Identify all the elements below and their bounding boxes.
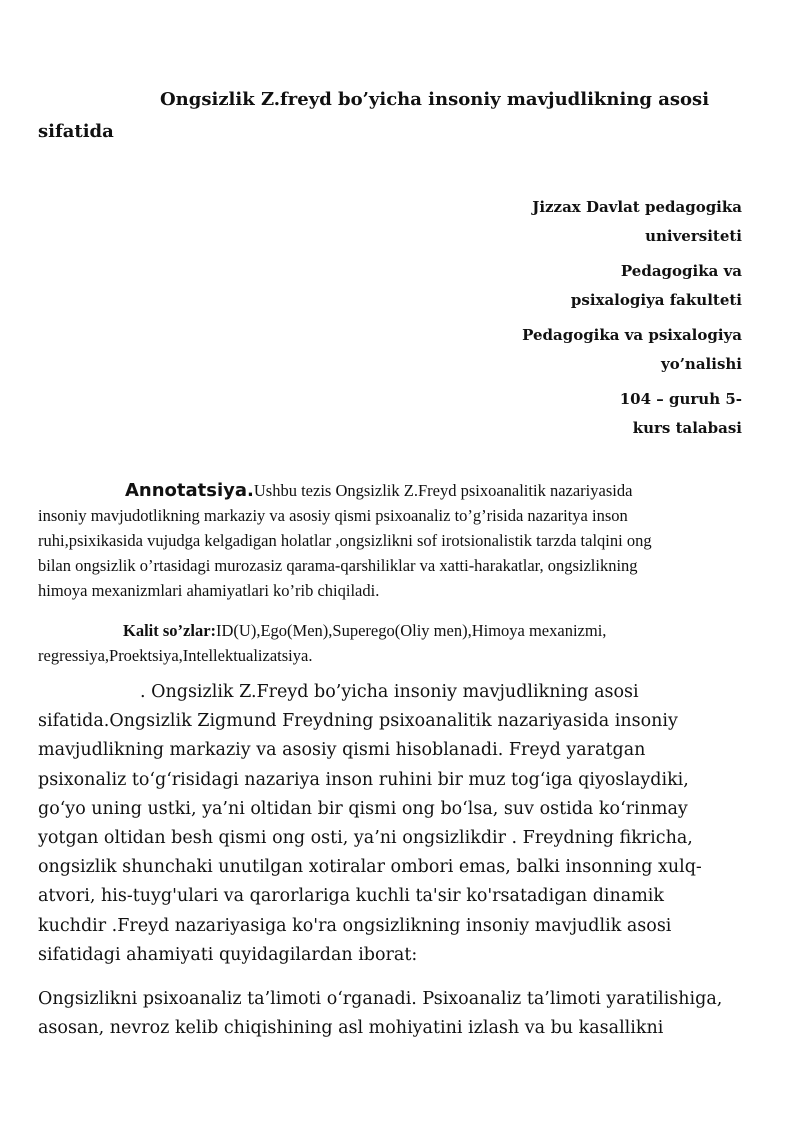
paragraph-line: Ongsizlikni psixoanaliz ta’limoti oʻrganadi. Psixoanaliz ta’limoti yaratilishiga, — [38, 989, 723, 1009]
annotation-section — [38, 478, 750, 603]
affiliation-line: psixalogiya fakulteti — [570, 291, 742, 309]
affiliation-faculty — [442, 257, 742, 315]
title-line: Ongsizlik Z.freyd bo’yicha insoniy mavjudlikning asosi — [160, 89, 710, 110]
affiliation-university — [442, 193, 742, 251]
affiliation-group — [442, 385, 742, 443]
author-affiliation — [442, 193, 742, 449]
annotation-line: insoniy mavjudotlikning markaziy va asosiy qismi psixoanaliz to’g’risida nazaritya inson — [38, 506, 628, 525]
paragraph-line: psixonaliz toʻgʻrisidagi nazariya inson ruhini bir muz togʻiga qiyoslaydiki, — [38, 769, 689, 790]
paragraph-line: atvori, his-tuyg'ulari va qarorlariga kuchli ta'sir ko'rsatadigan dinamik — [38, 886, 664, 907]
annotation-line: himoya mexanizmlari ahamiyatlari ko’rib chiqiladi. — [38, 581, 380, 600]
paragraph-line: sifatidagi ahamiyati quyidagilardan iborat: — [38, 944, 418, 965]
annotation-text: Ushbu tezis Ongsizlik Z.Freyd psixoanalitik nazariyasida — [253, 481, 633, 500]
paragraph-line: ongsizlik shunchaki unutilgan xotiralar ombori emas, balki insonning xulq- — [38, 857, 702, 878]
annotation-first-line — [38, 478, 750, 503]
keywords-label: Kalit so’zlar: — [123, 621, 217, 640]
affiliation-line: yo’nalishi — [660, 355, 742, 373]
document-title — [38, 84, 758, 148]
paragraph-line: kuchdir .Freyd nazariyasiga ko'ra ongsizlikning insoniy mavjudlik asosi — [38, 915, 672, 936]
paragraph-line: sifatida.Ongsizlik Zigmund Freydning psixoanalitik nazariyasida insoniy — [38, 711, 678, 732]
paragraph-line: mavjudlikning markaziy va asosiy qismi hisoblanadi. Freyd yaratgan — [38, 740, 646, 761]
keywords-line: regressiya,Proektsiya,Intellektualizatsiya. — [38, 646, 313, 665]
paragraph-line: asosan, nevroz kelib chiqishining asl mohiyatini izlash va bu kasallikni — [38, 1018, 664, 1039]
annotation-line: ruhi,psixikasida vujudga kelgadigan holatlar ,ongsizlikni sof irotsionalistik tarzda talqini ong — [38, 531, 652, 550]
body-paragraph-2 — [38, 985, 763, 1043]
title-line: sifatida — [38, 121, 114, 142]
affiliation-line: 104 – guruh 5- — [619, 390, 742, 408]
affiliation-line: Pedagogika va psixalogiya — [522, 326, 742, 344]
paragraph-line: goʻyo uning ustki, ya’ni oltidan bir qismi ong boʻlsa, suv ostida koʻrinmay — [38, 798, 688, 819]
affiliation-line: Jizzax Davlat pedagogika — [532, 198, 742, 216]
affiliation-direction — [442, 321, 742, 379]
annotation-line: bilan ongsizlik o’rtasidagi murozasiz qarama-qarshiliklar va xatti-harakatlar, ongsizlikning — [38, 556, 638, 575]
keywords-text: ID(U),Ego(Men),Superego(Oliy men),Himoya mexanizmi, — [216, 621, 607, 640]
keywords-first-line — [38, 618, 750, 643]
paragraph-line: yotgan oltidan besh qismi ong osti, ya’ni ongsizlikdir . Freydning fikricha, — [38, 828, 693, 849]
keywords-section — [38, 618, 750, 668]
affiliation-line: Pedagogika va — [620, 262, 742, 280]
annotation-label: Annotatsiya. — [125, 480, 254, 501]
paragraph-line: . Ongsizlik Z.Freyd bo’yicha insoniy mavjudlikning asosi — [140, 682, 639, 702]
body-paragraph-1 — [38, 678, 763, 970]
affiliation-line: kurs talabasi — [632, 419, 742, 437]
affiliation-line: universiteti — [645, 227, 742, 245]
